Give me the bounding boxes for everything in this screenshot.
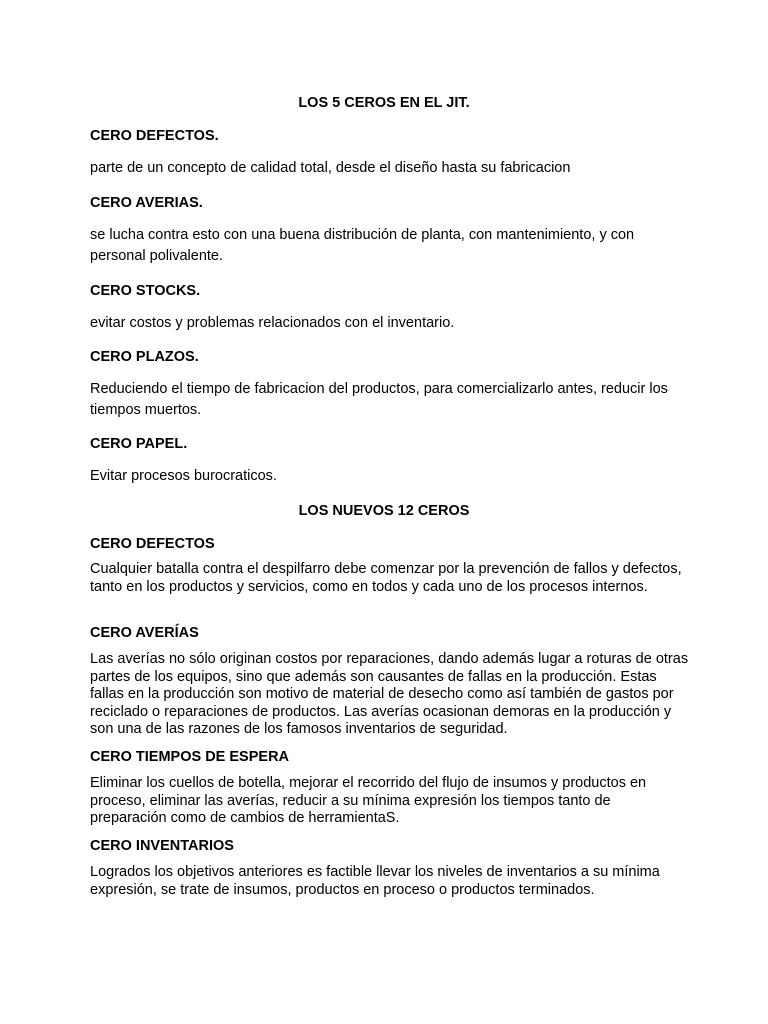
- heading-cero-papel: CERO PAPEL.: [90, 436, 188, 452]
- heading-cero-defectos: CERO DEFECTOS.: [90, 128, 219, 144]
- section-title-12-ceros: LOS NUEVOS 12 CEROS: [298, 503, 470, 519]
- heading-cero-plazos: CERO PLAZOS.: [90, 349, 199, 365]
- paragraph-cero-tiempos-espera: Eliminar los cuellos de botella, mejorar el recorrido del flujo de insumos y productos en proceso, eliminar las averías, reducir a su mínima expresión los tiempos tanto de preparación como de cambios de herramientaS.: [90, 775, 647, 827]
- paragraph-nuevo-cero-averias: Las averías no sólo originan costos por reparaciones, dando además lugar a roturas de otras partes de los equipos, sino que además son causantes de fallas en la producción. Estas fallas en la producción son motivo de material de desecho como así también de gastos por reciclado o reparaciones de productos. Las averías ocasionan demoras en la producción y son una de las razones de los famosos inventarios de seguridad.: [90, 651, 689, 738]
- section-title-5-ceros: LOS 5 CEROS EN EL JIT.: [298, 95, 470, 111]
- paragraph-cero-averias: se lucha contra esto con una buena distribución de planta, con mantenimiento, y con personal polivalente.: [90, 227, 635, 264]
- paragraph-cero-stocks: evitar costos y problemas relacionados con el inventario.: [90, 315, 455, 331]
- heading-cero-averias: CERO AVERIAS.: [90, 195, 203, 211]
- paragraph-cero-defectos: parte de un concepto de calidad total, desde el diseño hasta su fabricacion: [90, 160, 571, 176]
- heading-cero-stocks: CERO STOCKS.: [90, 283, 201, 299]
- heading-cero-inventarios: CERO INVENTARIOS: [90, 838, 234, 854]
- heading-nuevo-cero-averias: CERO AVERÍAS: [90, 625, 199, 641]
- heading-cero-tiempos-espera: CERO TIEMPOS DE ESPERA: [90, 749, 290, 765]
- paragraph-nuevo-cero-defectos: Cualquier batalla contra el despilfarro debe comenzar por la prevención de fallos y defectos, tanto en los productos y servicios, como en todos y cada uno de los procesos internos.: [90, 561, 682, 595]
- paragraph-cero-papel: Evitar procesos burocraticos.: [90, 468, 277, 484]
- heading-nuevo-cero-defectos: CERO DEFECTOS: [90, 536, 215, 552]
- paragraph-cero-plazos: Reduciendo el tiempo de fabricacion del productos, para comercializarlo antes, reducir los tiempos muertos.: [90, 381, 668, 418]
- paragraph-cero-inventarios: Logrados los objetivos anteriores es factible llevar los niveles de inventarios a su mínima expresión, se trate de insumos, productos en proceso o productos terminados.: [90, 864, 660, 898]
